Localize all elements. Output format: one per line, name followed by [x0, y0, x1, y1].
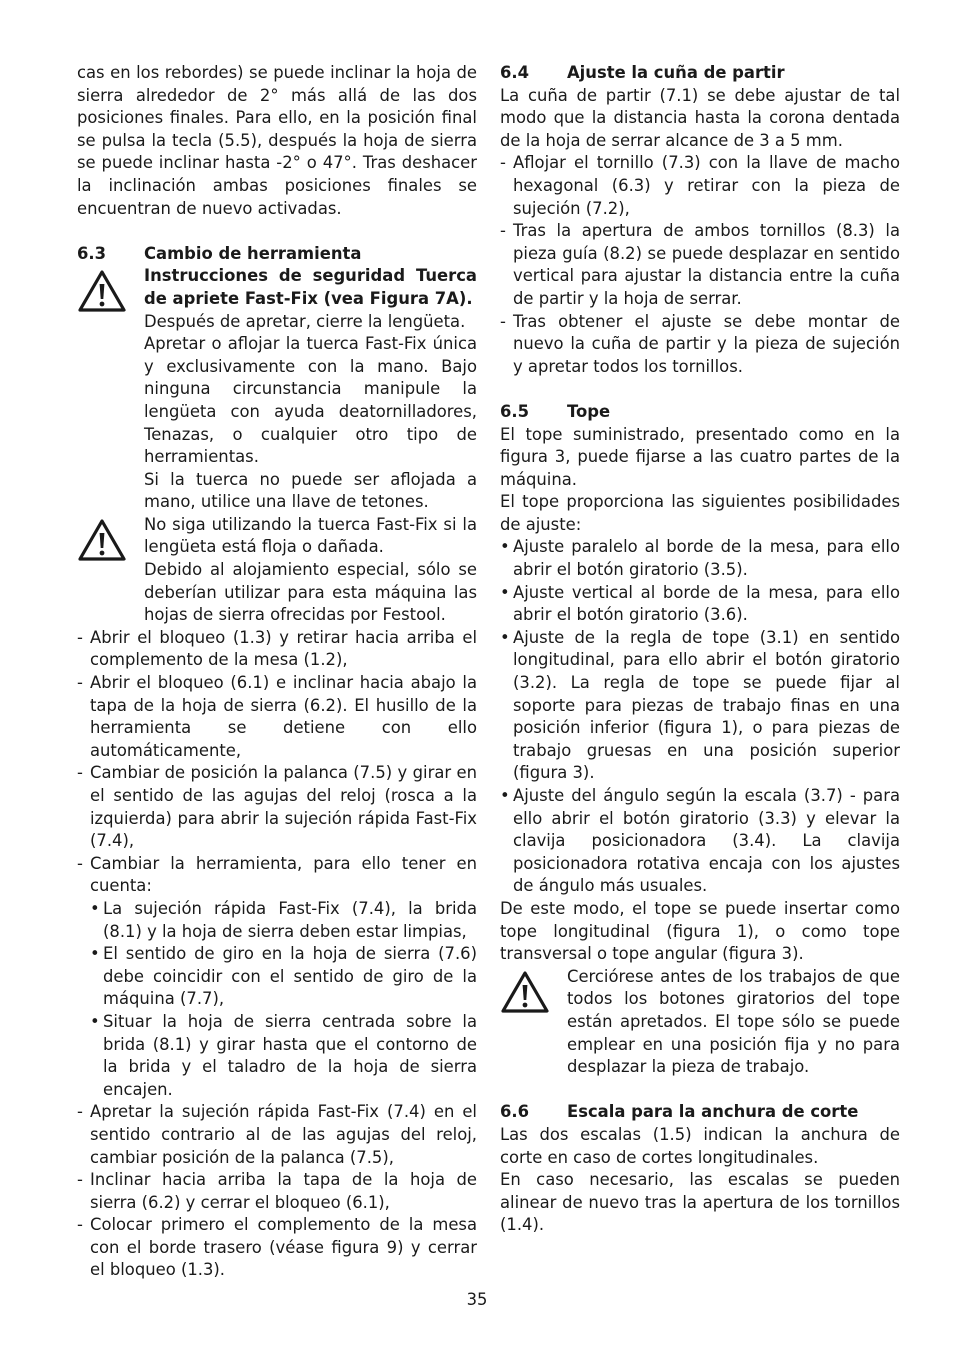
bullet-item: • El sentido de giro en la hoja de sierra (7.6) debe coincidir con el sentido de giro de la máquina (7.7),: [90, 944, 477, 1009]
list-item: - Colocar primero el complemento de la mesa con el borde trasero (véase figura 9) y cerrar el bloqueo (1.3).: [77, 1215, 477, 1280]
safety-warning-fast-fix: [77, 265, 477, 514]
bullet-item: • Ajuste de la regla de tope (3.1) en sentido longitudinal, para ello abrir el botón giratorio (3.2). La regla de tope se puede fijar al soporte para piezas de trabajo finas en una posición inferior (figura 1), o para piezas de trabajo gruesas en una posición superior (figura 3).: [500, 627, 900, 783]
sub-list: [77, 898, 477, 1101]
warning-text: Si la tuerca no puede ser aflojada a mano, utilice una llave de tetones.: [144, 469, 477, 512]
paragraph: Las dos escalas (1.5) indican la anchura de corte en caso de cortes longitudinales.: [500, 1124, 900, 1167]
warning-triangle-icon: [500, 970, 550, 1014]
warning-text: Debido al alojamiento especial, sólo se deberían utilizar para esta máquina las hojas de sierra ofrecidas por Festool.: [144, 560, 477, 625]
intro-paragraph: cas en los rebordes) se puede inclinar la hoja de sierra alrededor de 2° más allá de las dos posiciones finales. Para ello, en la posición final se pulsa la tecla (5.5), después la hoja de sierra se puede inclinar hasta -2° o 47°. Tras deshacer la inclinación ambas posiciones finales se encuentran de nuevo activadas.: [77, 63, 477, 218]
list-item: - Apretar la sujeción rápida Fast-Fix (7.4) en el sentido contrario al de las agujas del reloj, cambiar posición de la palanca (7.5),: [77, 1102, 477, 1167]
warning-triangle-icon: [77, 518, 127, 562]
warning-triangle-icon: [77, 269, 127, 313]
section-title: Escala para la anchura de corte: [567, 1102, 859, 1122]
paragraph: De este modo, el tope se puede insertar como tope longitudinal (figura 1), o como tope transversal o tope angular (figura 3).: [500, 898, 900, 964]
list-item: - Abrir el bloqueo (6.1) e inclinar hacia abajo la tapa de la hoja de sierra (6.2). El husillo de la herramienta se detiene con ello automáticamente,: [77, 673, 477, 760]
section-heading-6-6: [500, 1101, 900, 1124]
list-item: - Tras la apertura de ambos tornillos (8.3) la pieza guía (8.2) se puede desplazar en sentido vertical para ajustar la distancia entre la cuña de partir y la hoja de serrar.: [500, 221, 900, 308]
list-item: - Cambiar la herramienta, para ello tener en cuenta:: [77, 853, 477, 896]
bullet-item: • Ajuste del ángulo según la escala (3.7) - para ello abrir el botón giratorio (3.3) y elevar la clavija posicionadora (3.4). La clavija posicionadora rotativa encaja con los ajustes de ángulo más usuales.: [500, 786, 900, 896]
warning-text: No siga utilizando la tuerca Fast-Fix si la lengüeta está floja o dañada.: [144, 514, 477, 557]
warning-text: Cerciórese antes de los trabajos de que todos los botones giratorios del tope están apretados. El tope sólo se puede emplear en una posición fija y no para desplazar la pieza de trabajo.: [567, 966, 900, 1077]
paragraph: En caso necesario, las escalas se pueden alinear de nuevo tras la apertura de los tornillos (1.4).: [500, 1170, 900, 1235]
bullet-item: • Situar la hoja de sierra centrada sobre la brida (8.1) y girar hasta que el contorno de la brida y el taladro de la hoja de sierra encajen.: [90, 1011, 477, 1099]
list-item: - Tras obtener el ajuste se debe montar de nuevo la cuña de partir y la pieza de sujeción y apretar todos los tornillos.: [500, 311, 900, 376]
left-column: [77, 62, 477, 1282]
right-column: [500, 62, 900, 1237]
page-number: 35: [466, 1290, 488, 1309]
section-heading-6-5: [500, 401, 900, 424]
list-item: - Abrir el bloqueo (1.3) y retirar hacia arriba el complemento de la mesa (1.2),: [77, 627, 477, 670]
section-heading-6-4: [500, 62, 900, 85]
bullet-item: • Ajuste paralelo al borde de la mesa, para ello abrir el botón giratorio (3.5).: [500, 537, 900, 580]
warning-text: Después de apretar, cierre la lengüeta.: [144, 311, 466, 331]
section-number: 6.6: [500, 1102, 530, 1122]
safety-warning-stop: [500, 966, 900, 1079]
warning-title: Instrucciones de seguridad Tuerca de apriete Fast-Fix (vea Figura 7A).: [144, 266, 477, 308]
paragraph: El tope suministrado, presentado como en la figura 3, puede fijarse a las cuatro partes de la máquina.: [500, 424, 900, 489]
section-title: Tope: [567, 401, 611, 421]
safety-warning-blades: [77, 514, 477, 627]
section-title: Cambio de herramienta: [144, 243, 362, 263]
bullet-item: • Ajuste vertical al borde de la mesa, para ello abrir el botón giratorio (3.6).: [500, 582, 900, 625]
list-item: - Inclinar hacia arriba la tapa de la hoja de sierra (6.2) y cerrar el bloqueo (6.1),: [77, 1170, 477, 1212]
paragraph: La cuña de partir (7.1) se debe ajustar de tal modo que la distancia hasta la corona dentada de la hoja de serrar alcance de 3 a 5 mm.: [500, 85, 900, 150]
section-title: Ajuste la cuña de partir: [567, 63, 785, 82]
section-number: 6.5: [500, 401, 530, 421]
list-item: - Cambiar de posición la palanca (7.5) y girar en el sentido de las agujas del reloj (rosca a la izquierda) para abrir la sujeción rápida Fast-Fix (7.4),: [77, 763, 477, 851]
bullet-item: • La sujeción rápida Fast-Fix (7.4), la brida (8.1) y la hoja de sierra deben estar limpias,: [90, 898, 477, 941]
section-number: 6.4: [500, 63, 530, 82]
section-number: 6.3: [77, 243, 107, 263]
section-heading-6-3: [77, 243, 477, 266]
list-item: - Aflojar el tornillo (7.3) con la llave de macho hexagonal (6.3) y retirar con la pieza de sujeción (7.2),: [500, 153, 900, 218]
warning-text: Apretar o aflojar la tuerca Fast-Fix única y exclusivamente con la mano. Bajo ninguna circunstancia manipule la lengüeta con ayuda deatornilladores, Tenazas, o cualquier otro tipo de herramientas.: [144, 334, 477, 467]
paragraph: El tope proporciona las siguientes posibilidades de ajuste:: [500, 492, 900, 534]
